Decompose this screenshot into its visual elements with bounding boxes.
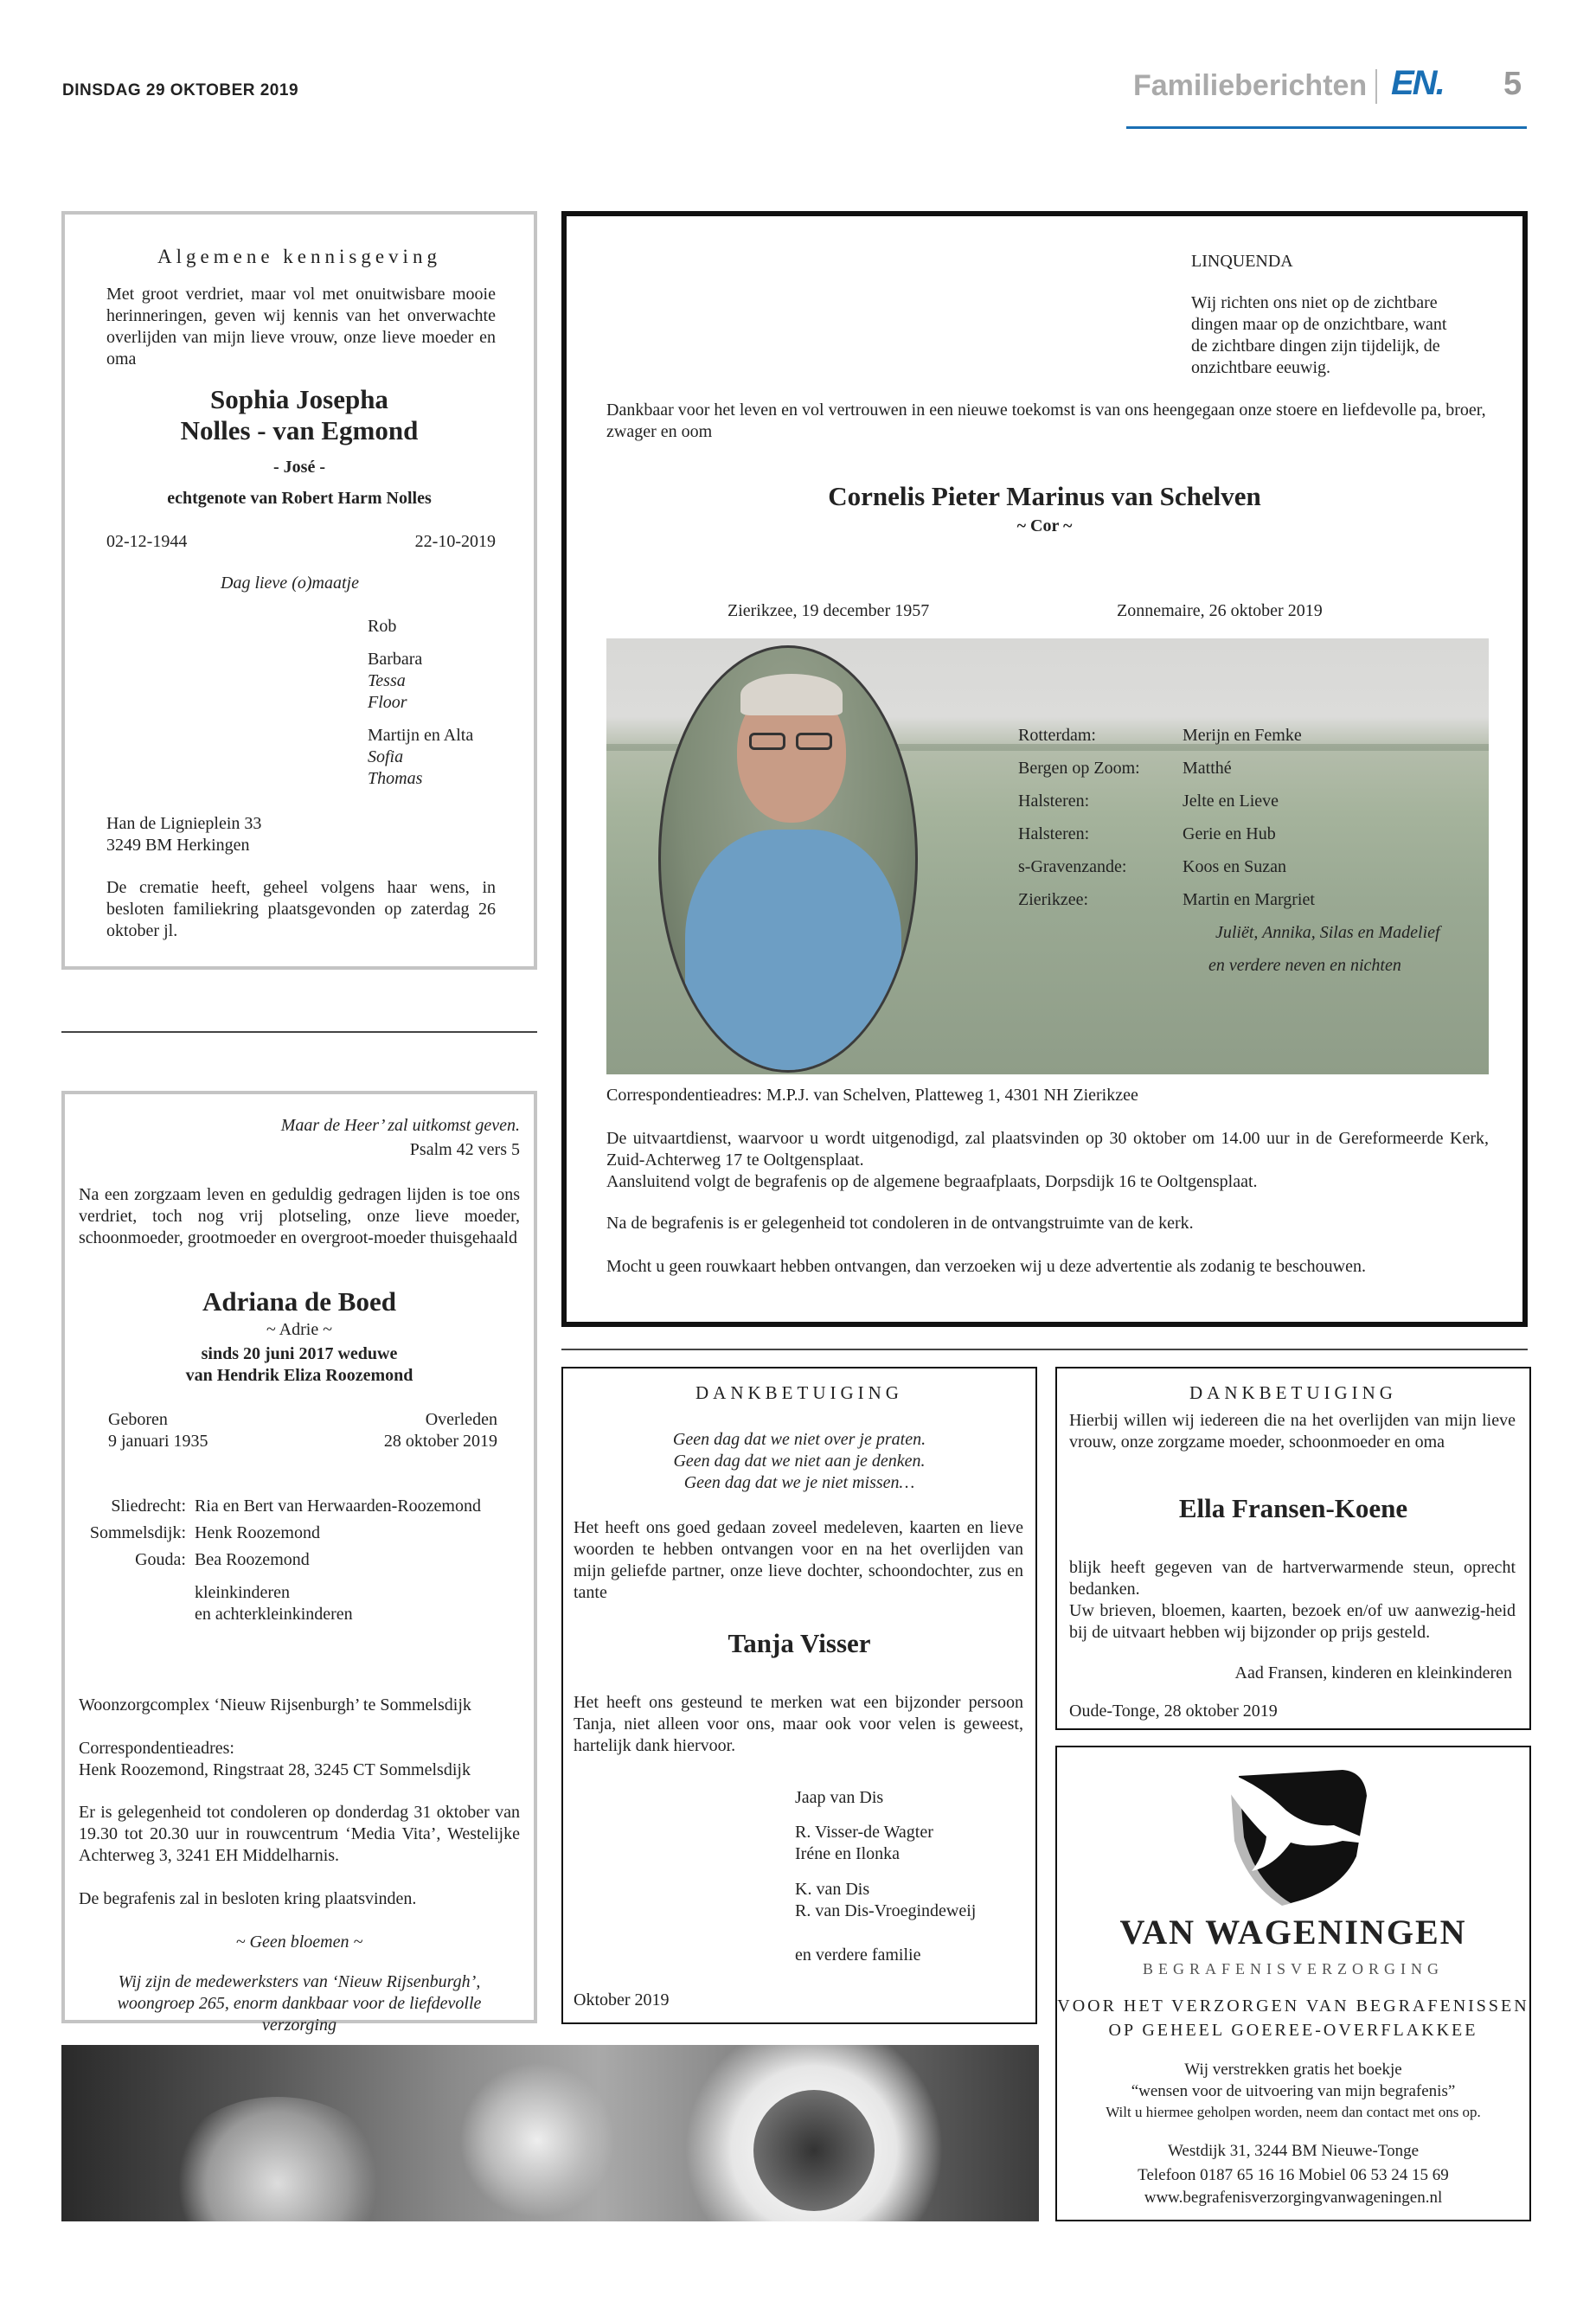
- family-place: Gouda:: [135, 1550, 186, 1569]
- notice-intro: Met groot verdriet, maar vol met onuitwisbare mooie herinneringen, geven wij kennis van het onverwachte overlijden van mijn lieve vrouw, onze lieve moeder en oma: [106, 285, 496, 369]
- company-name: VAN WAGENINGEN: [1119, 1913, 1467, 1952]
- closing-text: De crematie heeft, geheel volgens haar wens, in besloten familiekring plaatsgevonden op zaterdag 26 oktober jl.: [106, 878, 496, 940]
- grandchildren: Juliët, Annika, Silas en Madelief: [1215, 923, 1440, 942]
- nickname: ~ Cor ~: [1016, 516, 1073, 535]
- daisy-photo: [61, 2045, 1039, 2221]
- address: Westdijk 31, 3244 BM Nieuwe-Tonge: [1167, 2142, 1420, 2160]
- great-grandchildren: en achterkleinkinderen: [195, 1605, 353, 1624]
- family-member: Sofia: [368, 747, 404, 766]
- header-rule: [1126, 126, 1527, 129]
- card-info: Mocht u geen rouwkaart hebben ontvangen, dan verzoeken wij u deze advertentie als zodanig te beschouwen.: [606, 1257, 1366, 1276]
- death-date: 28 oktober 2019: [383, 1432, 497, 1451]
- family-member: Floor: [368, 693, 407, 712]
- rule: [61, 1031, 537, 1033]
- offer-line: Wilt u hiermee geholpen worden, neem dan contact met ons op.: [1106, 2104, 1481, 2120]
- section-title: Familieberichten: [1133, 69, 1368, 102]
- deceased-name-2: Nolles - van Egmond: [180, 415, 419, 445]
- family-names: Gerie en Hub: [1183, 824, 1276, 843]
- address-line: Han de Lignieplein 33: [106, 814, 262, 833]
- widow-line-2: van Hendrik Eliza Roozemond: [185, 1366, 413, 1385]
- rule: [561, 1349, 1528, 1350]
- family-names: Martin en Margriet: [1183, 890, 1315, 909]
- family-names: Bea Roozemond: [195, 1550, 310, 1569]
- signature: Aad Fransen, kinderen en kleinkinderen: [1234, 1663, 1512, 1682]
- offer-line: Wij verstrekken gratis het boekje: [1184, 2061, 1402, 2079]
- notice-tanja: [561, 1367, 1037, 2024]
- signature: Jaap van Dis: [795, 1788, 884, 1807]
- poem-line: Geen dag dat we niet over je praten.: [672, 1430, 926, 1449]
- notice-heading: Algemene kennisgeving: [157, 246, 441, 267]
- widow-line: sinds 20 juni 2017 weduwe: [201, 1344, 398, 1363]
- intro: Dankbaar voor het leven en vol vertrouwen in een nieuwe toekomst is van ons heengegaan onze stoere en liefdevolle pa, broer, zwager en oom: [606, 401, 1486, 441]
- nickname: ~ Adrie ~: [266, 1320, 333, 1339]
- website[interactable]: www.begrafenisverzorgingvanwageningen.nl: [1144, 2189, 1443, 2207]
- phone: Telefoon 0187 65 16 16 Mobiel 06 53 24 15 69: [1138, 2166, 1449, 2184]
- family-place: Rotterdam:: [1018, 726, 1096, 745]
- intro: Na een zorgzaam leven en geduldig gedragen lijden is toe ons verdriet, toch nog vrij plotseling, onze lieve moeder, schoonmoeder, grootmoeder en overgroot-moeder thuisgehaald: [79, 1185, 520, 1247]
- grandchildren: kleinkinderen: [195, 1583, 290, 1602]
- corr-label: Correspondentieadres:: [79, 1739, 234, 1758]
- en-logo: EN.: [1391, 64, 1444, 102]
- death-date: 22-10-2019: [414, 532, 496, 551]
- signature: Iréne en Ilonka: [795, 1844, 901, 1863]
- deceased-name: Cornelis Pieter Marinus van Schelven: [828, 481, 1261, 511]
- signature: R. Visser-de Wagter: [795, 1823, 933, 1842]
- tagline: VOOR HET VERZORGEN VAN BEGRAFENISSEN: [1057, 1997, 1529, 2016]
- portrait-photo: [658, 645, 918, 1073]
- company-sub: BEGRAFENISVERZORGING: [1142, 1960, 1444, 1977]
- address-line: 3249 BM Herkingen: [106, 836, 250, 855]
- birth-line: Zierikzee, 19 december 1957: [727, 601, 930, 620]
- born-label: Geboren: [108, 1410, 168, 1429]
- thanks-text: Het heeft ons gesteund te merken wat een bijzonder persoon Tanja, niet alleen voor ons, maar ook voor velen is geweest, hartelijk dank hiervoor.: [574, 1693, 1023, 1755]
- birth-date: 02-12-1944: [106, 532, 188, 551]
- farewell: Dag lieve (o)maatje: [221, 574, 359, 593]
- relatives: en verdere neven en nichten: [1208, 956, 1401, 975]
- notice-sophia: [61, 211, 537, 970]
- notice-date: Oktober 2019: [574, 1990, 670, 2009]
- notice-cornelis: [561, 211, 1528, 1327]
- family-place: Sommelsdijk:: [89, 1523, 186, 1542]
- motto: Wij richten ons niet op de zichtbare dingen maar op de onzichtbare, want de zichtbare dingen zijn tijdelijk, de onzichtbare eeuwig.: [1191, 293, 1447, 377]
- family-names: Matthé: [1183, 759, 1232, 778]
- family-names: Jelte en Lieve: [1183, 792, 1279, 811]
- death-line: Zonnemaire, 26 oktober 2019: [1117, 601, 1323, 620]
- family-names: Koos en Suzan: [1183, 857, 1286, 876]
- family-names: Merijn en Femke: [1183, 726, 1302, 745]
- notice-ella: [1055, 1367, 1531, 1730]
- family-member: Tessa: [368, 671, 406, 690]
- funeral-info: De begrafenis zal in besloten kring plaatsvinden.: [79, 1889, 417, 1908]
- header-divider: [1375, 69, 1377, 104]
- birth-date: 9 januari 1935: [108, 1432, 208, 1451]
- correspondence: Henk Roozemond, Ringstraat 28, 3245 CT Sommelsdijk: [79, 1760, 471, 1779]
- deceased-name: Sophia Josepha: [210, 384, 388, 414]
- poem-line: Geen dag dat we niet aan je denken.: [673, 1452, 926, 1471]
- correspondence: Correspondentieadres: M.P.J. van Schelven, Platteweg 1, 4301 NH Zierikzee: [606, 1086, 1138, 1105]
- family-place: Bergen op Zoom:: [1018, 759, 1140, 778]
- family-member: Barbara: [368, 650, 423, 669]
- family-member: Thomas: [368, 769, 423, 788]
- family-member: Rob: [368, 617, 397, 636]
- offer-line: “wensen voor de uitvoering van mijn begrafenis”: [1131, 2082, 1456, 2100]
- deceased-name: Ella Fransen-Koene: [1178, 1493, 1408, 1523]
- deceased-name: Tanja Visser: [727, 1628, 871, 1658]
- bible-ref: Psalm 42 vers 5: [409, 1140, 520, 1159]
- signature: K. van Dis: [795, 1880, 870, 1899]
- nickname: - José -: [273, 458, 325, 477]
- notice-heading: DANKBETUIGING: [1189, 1382, 1397, 1403]
- dove-logo-icon: [1204, 1763, 1386, 1910]
- notice-heading: DANKBETUIGING: [695, 1382, 903, 1403]
- family-place: Sliedrecht:: [111, 1497, 186, 1516]
- body-text: Uw brieven, bloemen, kaarten, bezoek en/of uw aanwezig-heid bij de uitvaart hebben wij bijzonder op prijs gesteld.: [1069, 1601, 1516, 1642]
- family-names: Henk Roozemond: [195, 1523, 320, 1542]
- burial-info: Aansluitend volgt de begrafenis op de algemene begraafplaats, Dorpsdijk 16 te Ooltgensplaat.: [606, 1172, 1258, 1191]
- staff-note: Wij zijn de medewerksters van ‘Nieuw Rijsenburgh’, woongroep 265, enorm dankbaar voor de liefdevolle verzorging: [117, 1972, 482, 2035]
- family-place: Halsteren:: [1018, 792, 1090, 811]
- died-label: Overleden: [425, 1410, 497, 1429]
- family-member: Martijn en Alta: [368, 726, 474, 745]
- landscape-photo: [606, 638, 1489, 1074]
- signature: en verdere familie: [795, 1945, 921, 1965]
- bible-quote: Maar de Heer’ zal uitkomst geven.: [280, 1116, 520, 1135]
- condolence-info: Na de begrafenis is er gelegenheid tot condoleren in de ontvangstruimte van de kerk.: [606, 1214, 1194, 1233]
- spouse-line: echtgenote van Robert Harm Nolles: [167, 489, 432, 508]
- care-home: Woonzorgcomplex ‘Nieuw Rijsenburgh’ te Sommelsdijk: [79, 1695, 471, 1715]
- tagline-2: OP GEHEEL GOEREE-OVERFLAKKEE: [1108, 2021, 1478, 2040]
- notice-adriana: [61, 1091, 537, 2035]
- ad-van-wageningen: [1055, 1746, 1531, 2221]
- notice-date: Oude-Tonge, 28 oktober 2019: [1069, 1702, 1278, 1721]
- body-text: blijk heeft gegeven van de hartverwarmende steun, oprecht bedanken.: [1069, 1558, 1516, 1599]
- intro: Het heeft ons goed gedaan zoveel medeleven, kaarten en lieve woorden te hebben ontvangen voor en na het overlijden van mijn geliefde partner, onze lieve dochter, schoondochter, zus en tante: [574, 1518, 1023, 1602]
- page-number: 5: [1503, 66, 1522, 102]
- family-place: Halsteren:: [1018, 824, 1090, 843]
- deceased-name: Adriana de Boed: [202, 1286, 396, 1317]
- issue-date: DINSDAG 29 OKTOBER 2019: [62, 81, 299, 99]
- intro: Hierbij willen wij iedereen die na het overlijden van mijn lieve vrouw, onze zorgzame moeder, schoonmoeder en oma: [1069, 1411, 1516, 1452]
- signature: R. van Dis-Vroegindeweij: [795, 1901, 977, 1920]
- poem-line: Geen dag dat we je niet missen…: [683, 1473, 915, 1492]
- family-place: Zierikzee:: [1018, 890, 1089, 909]
- family-names: Ria en Bert van Herwaarden-Roozemond: [195, 1497, 481, 1516]
- motto-title: LINQUENDA: [1191, 252, 1293, 271]
- condolence-info: Er is gelegenheid tot condoleren op donderdag 31 oktober van 19.30 tot 20.30 uur in rouwcentrum ‘Media Vita’, Westelijke Achterweg 3, 3241 EH Middelharnis.: [79, 1803, 520, 1865]
- service-info: De uitvaartdienst, waarvoor u wordt uitgenodigd, zal plaatsvinden op 30 oktober om 14.00 uur in de Gereformeerde Kerk, Zuid-Achterweg 17 te Ooltgensplaat.: [606, 1129, 1489, 1170]
- no-flowers: ~ Geen bloemen ~: [235, 1932, 363, 1952]
- family-place: s-Gravenzande:: [1018, 857, 1127, 876]
